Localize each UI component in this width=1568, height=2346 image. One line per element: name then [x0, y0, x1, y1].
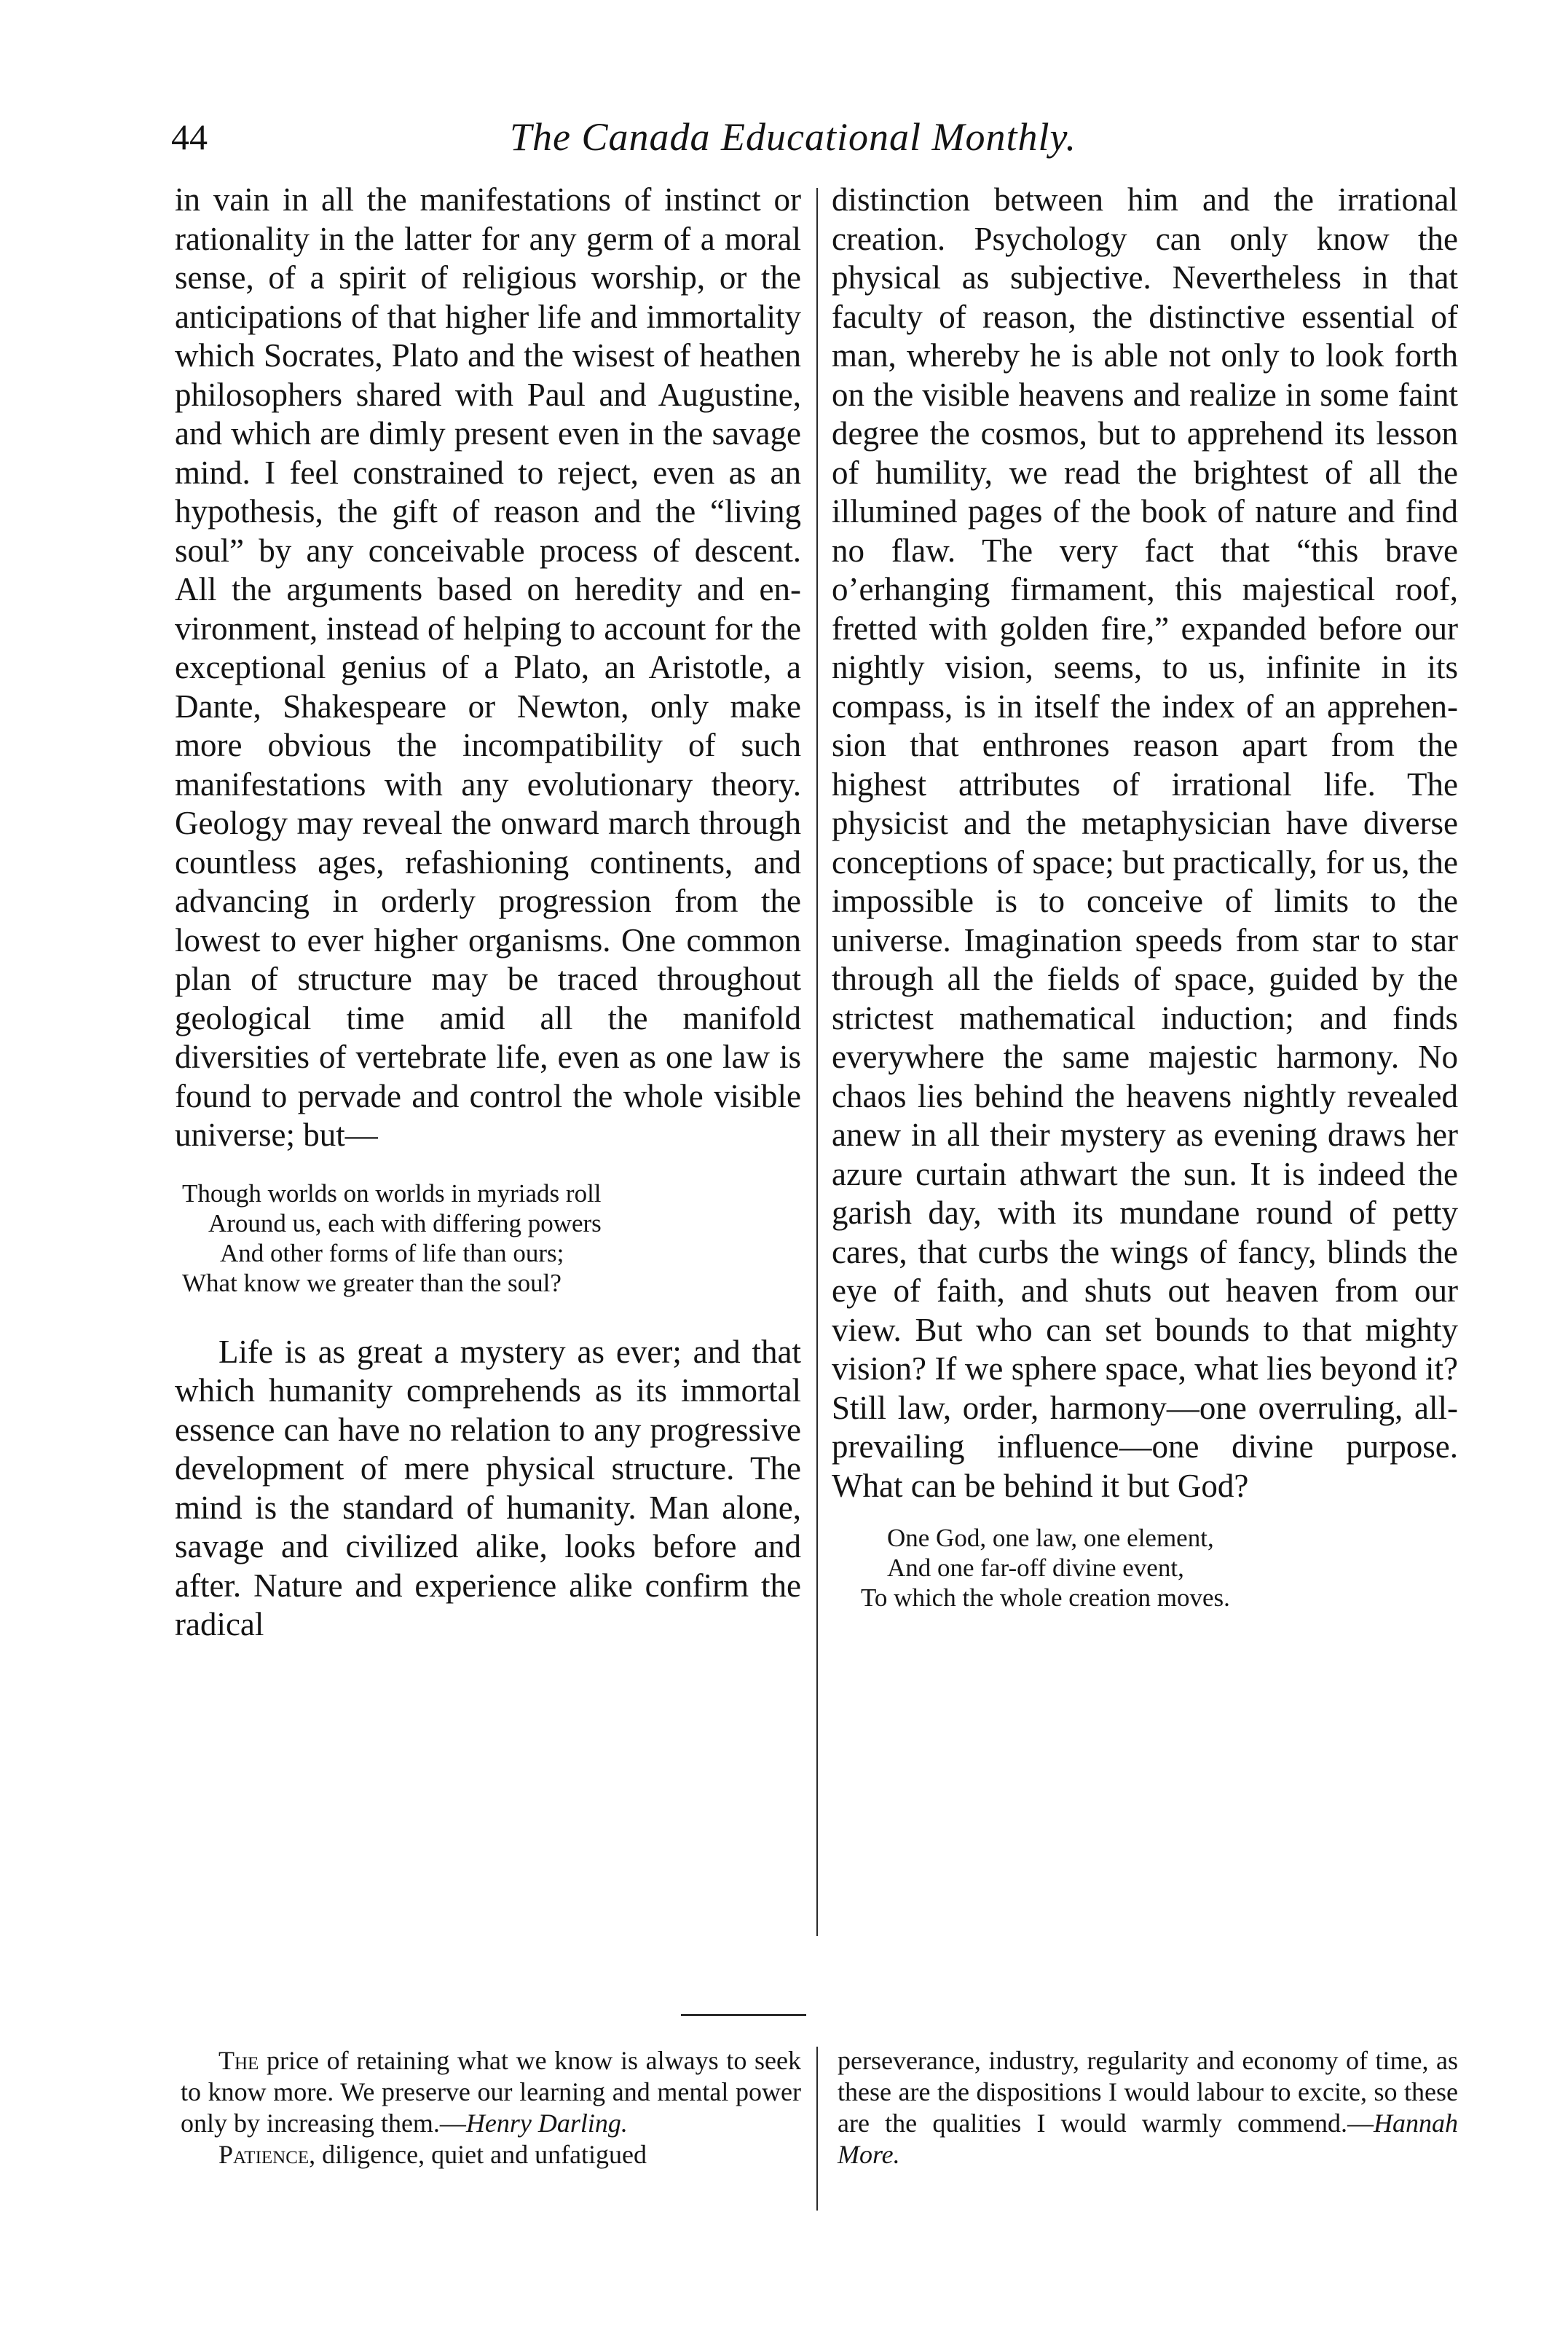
- footnote-attribution: Henry Darling.: [465, 2109, 628, 2138]
- left-paragraph-2: Life is as great a mystery as ever; and that which humanity comprehends as its immortal essence can have no relation to any progressive development of mere physical structure. The mind is the standard of humanity. Man alone, savage and civilized alike, looks before and after. Nature and experience alike confirm the radical: [175, 1333, 801, 1642]
- verse-line: And one far-off divine event,: [887, 1554, 1184, 1582]
- footnote-darling: [181, 2045, 801, 2139]
- footnote-more-end: [838, 2045, 1458, 2170]
- footnote-separator: [681, 2014, 806, 2016]
- footnote-lead-word: Patience: [218, 2140, 310, 2169]
- footnote-text: , diligence, quiet and unfatigued: [309, 2140, 647, 2169]
- footnote-right: [838, 2045, 1458, 2170]
- page-number: 44: [171, 117, 208, 157]
- right-column: [832, 181, 1458, 1613]
- footnote-left: [181, 2045, 801, 2170]
- right-paragraph-1: distinction between him and the irrational creation. Psychology can only know the physical as subjective. Nevertheless in that faculty of reason, the distinctive essential of man, whereby he is able not only to look forth on the visible heavens and realize in some faint degree the cosmos, but to apprehend its lesson of humility, we read the brightest of all the illumined pages of the book of nature and find no flaw. The very fact that “this brave o’erhanging firmament, this majestical roof, fretted with golden fire,” expanded before our nightly vision, seems, to us, infinite in its compass, is in itself the index of an apprehension that enthrones reason apart from the highest attributes of irrational life. The physicist and the metaphysician have diverse conceptions of space; but practically, for us, the impossible is to conceive of limits to the universe. Imagination speeds from star to star through all the fields of space, guided by the strictest mathematical induction; and finds everywhere the same majestic harmony. No chaos lies behind the heavens nightly revealed anew in all their mystery as evening draws her azure curtain athwart the sun. It is indeed the garish day, with its mundane round of petty cares, that curbs the wings of fancy, blinds the eye of faith, and shuts out heaven from our view. But who can set bounds to that mighty vision? If we sphere space, what lies beyond it? Still law, order, harmony—one overruling, all-prevailing influence—one divine purpose. What can be behind it but God?: [832, 181, 1458, 1504]
- page-header: [0, 108, 1568, 166]
- verse-line: Though worlds on worlds in myriads roll: [182, 1178, 602, 1208]
- verse-line: Around us, each with differing powers: [208, 1208, 602, 1237]
- footnote-lead-word: The: [218, 2046, 259, 2075]
- left-verse-quote: [175, 1178, 801, 1298]
- verse-line: And other forms of life than ours;: [220, 1238, 564, 1267]
- footnote-column-divider: [816, 2047, 818, 2211]
- verse-line: What know we greater than the soul?: [182, 1268, 562, 1297]
- running-title: The Canada Educational Monthly.: [510, 115, 1076, 159]
- footnote-text: price of retaining what we know is always to seek to know more. We preserve our learning and mental power only by increasing them.—: [181, 2046, 801, 2138]
- footnote-text: perseverance, industry, regularity and economy of time, as these are the dispositions I would labour to excite, so these are the qualities I would warmly commend.—: [838, 2046, 1458, 2138]
- verse-line: To which the whole creation moves.: [861, 1583, 1230, 1612]
- left-column: [175, 181, 801, 1645]
- right-verse-quote: [832, 1523, 1458, 1613]
- column-divider: [816, 188, 818, 1936]
- left-paragraph-1: in vain in all the manifestations of instinct or rationality in the latter for any germ of a moral sense, of a spirit of religious worship, or the anticipations of that higher life and immortality which Socrates, Plato and the wisest of heathen philosophers shared with Paul and Augustine, and which are dimly present even in the savage mind. I feel constrained to reject, even as an hypothesis, the gift of reason and the “living soul” by any conceivable process of descent. All the arguments based on heredity and environment, instead of helping to account for the exceptional genius of a Plato, an Aristotle, a Dante, Shakespeare or Newton, only make more obvious the incompatibility of such manifestations with any evolutionary theory. Geology may reveal the onward march through countless ages, refashioning continents, and advancing in orderly progression from the lowest to ever higher organisms. One common plan of structure may be traced throughout geological time amid all the manifold diversities of vertebrate life, even as one law is found to pervade and control the whole visible universe; but—: [175, 181, 801, 1153]
- verse-line: One God, one law, one element,: [887, 1524, 1214, 1552]
- footnote-attribution: Hannah More.: [838, 2109, 1458, 2169]
- footnote-more-start: [181, 2139, 801, 2170]
